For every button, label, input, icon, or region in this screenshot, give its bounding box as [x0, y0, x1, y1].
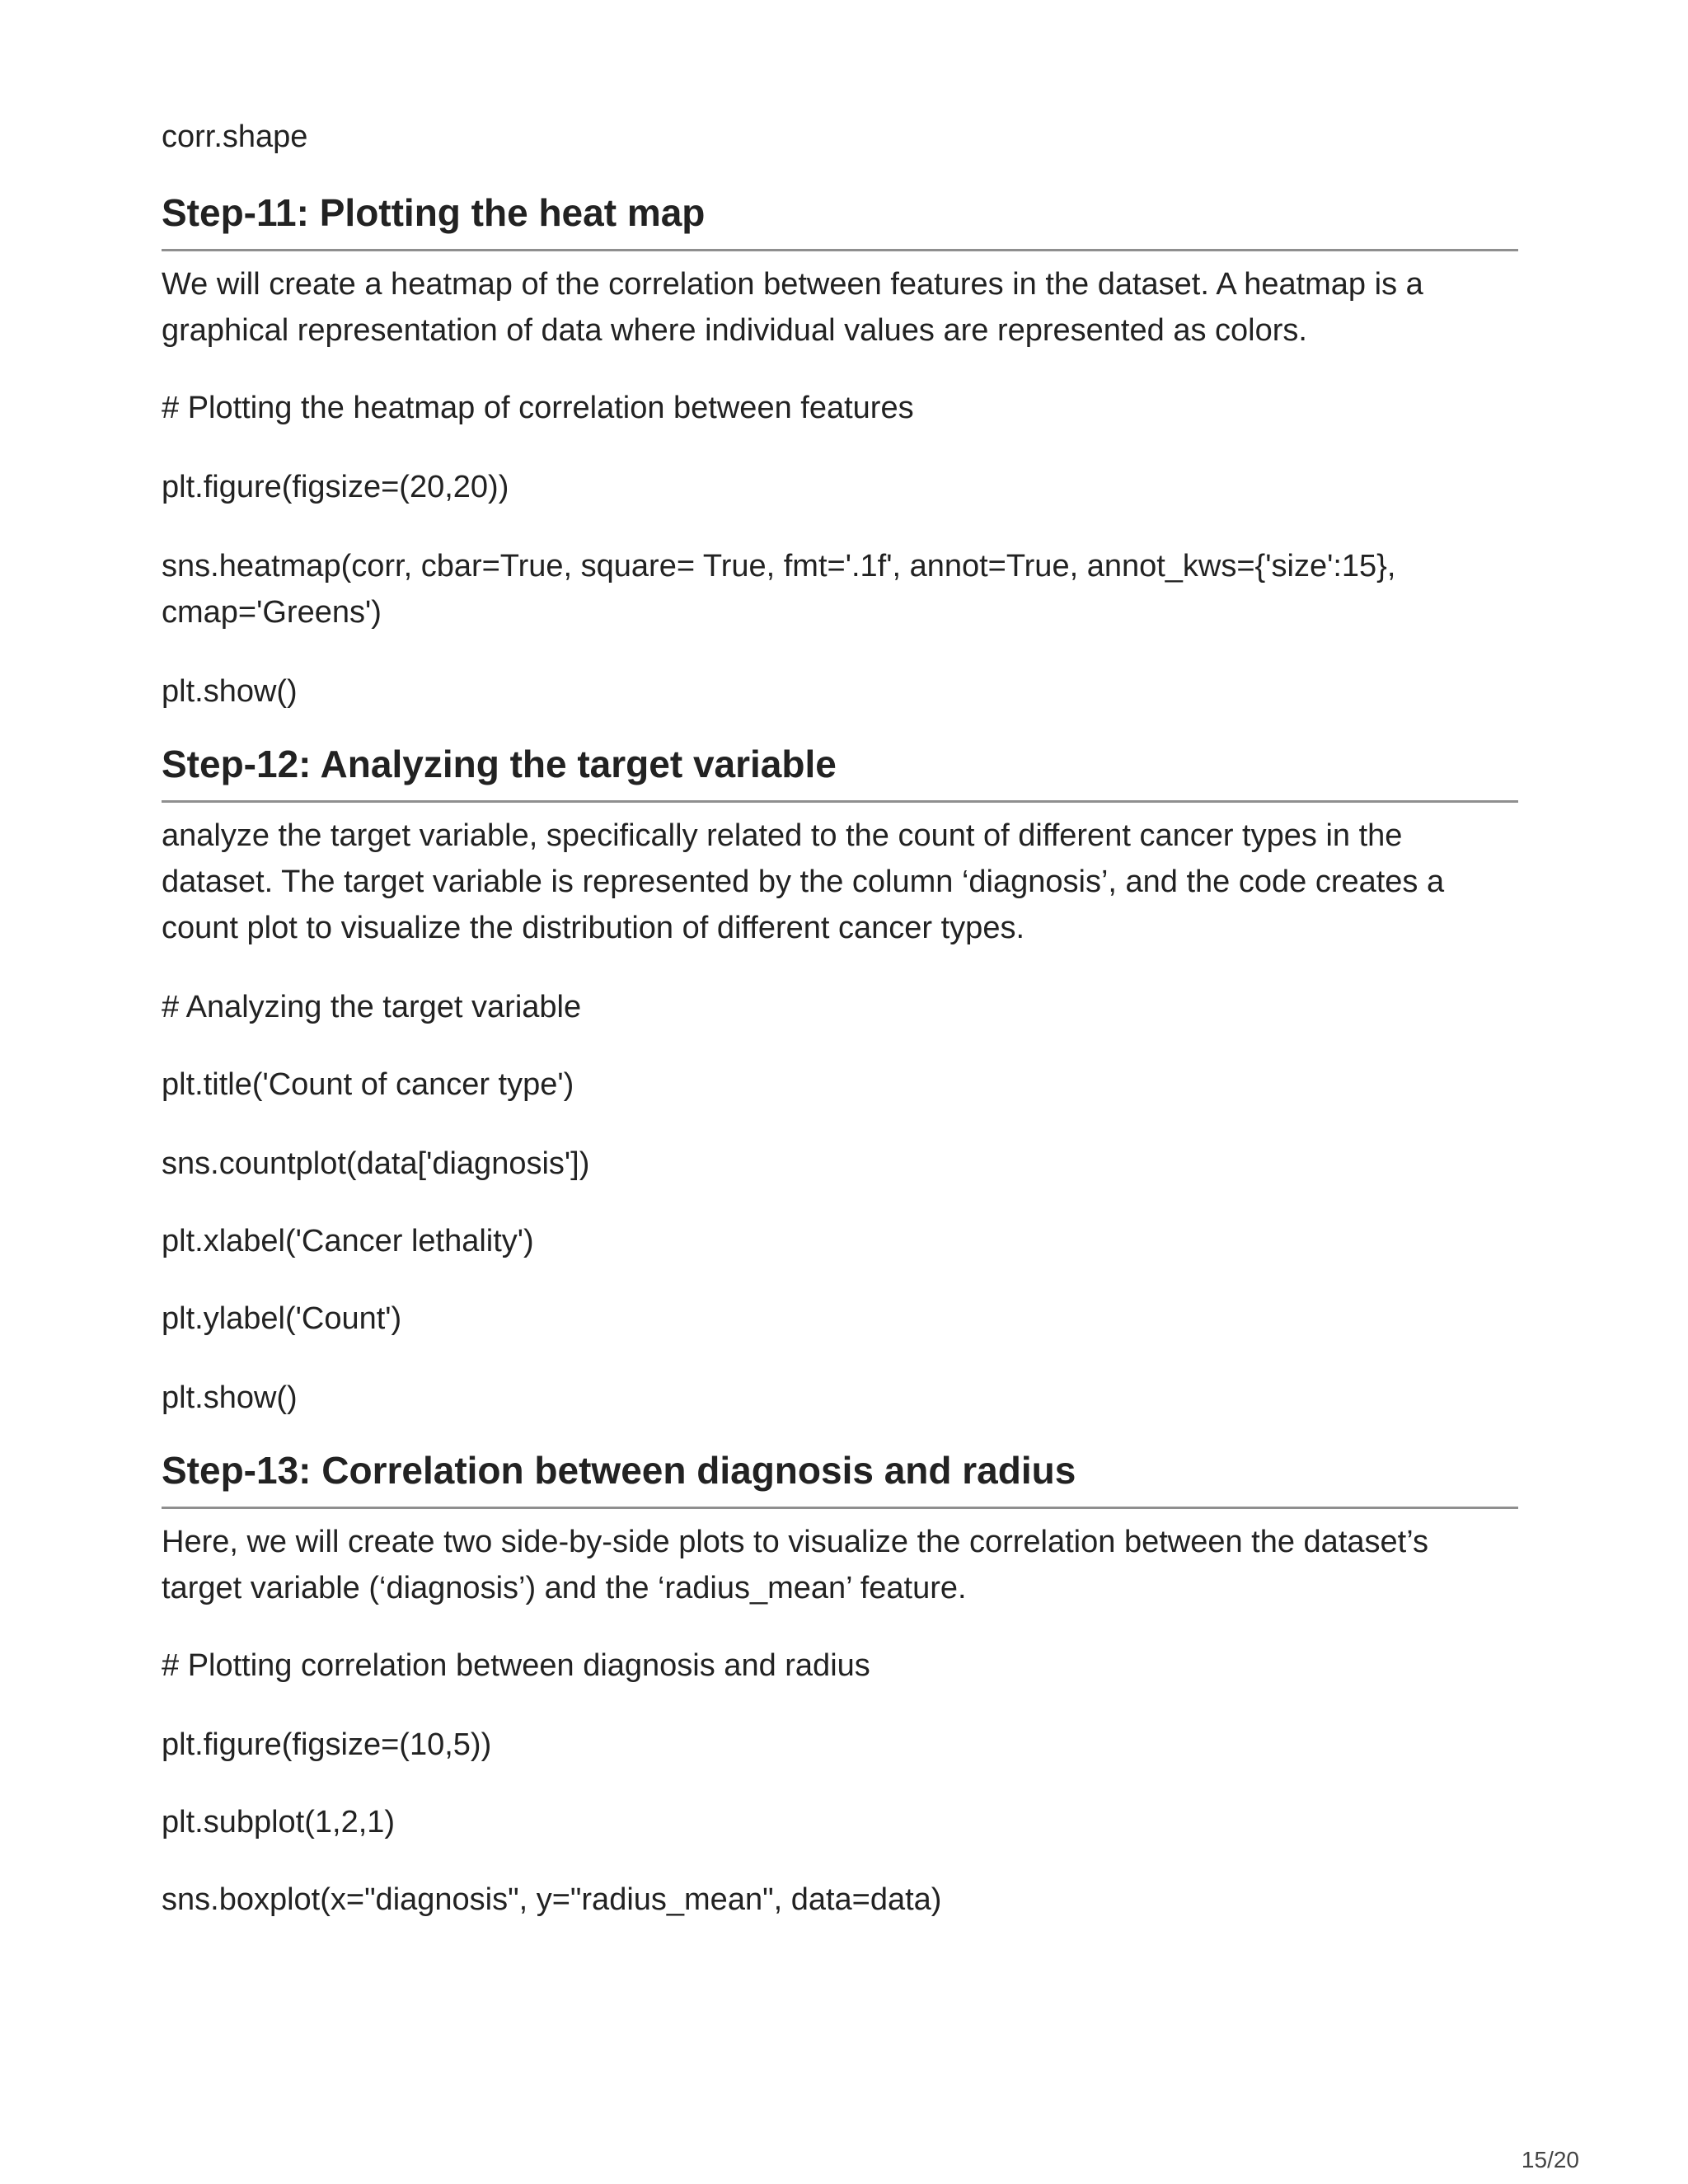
code-comment-radius: # Plotting correlation between diagnosis and radius: [162, 1648, 870, 1683]
code-line-heatmap-call: sns.heatmap(corr, cbar=True, square= True, fmt='.1f', annot=True, annot_kws={'size':15},: [162, 549, 1396, 583]
code-line-heatmap-show: plt.show(): [162, 674, 298, 709]
step-11-heading: Step-11: Plotting the heat map: [162, 190, 1518, 251]
code-comment-target: # Analyzing the target variable: [162, 990, 582, 1024]
paragraph-line: dataset. The target variable is represented by the column ‘diagnosis’, and the code creates a: [162, 865, 1445, 899]
paragraph-line: analyze the target variable, specifically related to the count of different cancer types in the: [162, 818, 1403, 853]
paragraph-line: target variable (‘diagnosis’) and the ‘radius_mean’ feature.: [162, 1571, 967, 1605]
code-line-radius-boxplot: sns.boxplot(x="diagnosis", y="radius_mean", data=data): [162, 1882, 942, 1917]
step-13-heading: Step-13: Correlation between diagnosis and radius: [162, 1447, 1518, 1509]
code-line-radius-figure: plt.figure(figsize=(10,5)): [162, 1727, 492, 1762]
step-13-paragraph: [162, 1519, 1518, 1611]
code-line-heatmap-figure: plt.figure(figsize=(20,20)): [162, 470, 509, 504]
paragraph-line: graphical representation of data where individual values are represented as colors.: [162, 313, 1307, 348]
step-12-paragraph: [162, 813, 1518, 951]
page-number: 15/20: [1521, 2147, 1579, 2172]
paragraph-line: Here, we will create two side-by-side plots to visualize the correlation between the dataset’s: [162, 1525, 1428, 1559]
code-line-target-ylabel: plt.ylabel('Count'): [162, 1301, 402, 1336]
code-line-heatmap-cmap: cmap='Greens'): [162, 595, 382, 630]
paragraph-line: count plot to visualize the distribution of different cancer types.: [162, 911, 1025, 945]
code-line-target-show: plt.show(): [162, 1380, 298, 1415]
code-comment-heatmap: # Plotting the heatmap of correlation between features: [162, 391, 914, 425]
step-11-paragraph: [162, 261, 1518, 354]
code-line-target-xlabel: plt.xlabel('Cancer lethality'): [162, 1224, 534, 1258]
document-body: [162, 114, 1518, 1923]
code-block-heatmap-call: [162, 543, 1518, 635]
paragraph-line: We will create a heatmap of the correlation between features in the dataset. A heatmap is a: [162, 267, 1423, 302]
code-line-corr-shape: corr.shape: [162, 120, 308, 154]
step-12-heading: Step-12: Analyzing the target variable: [162, 741, 1518, 803]
code-line-radius-subplot: plt.subplot(1,2,1): [162, 1805, 396, 1840]
code-line-target-title: plt.title('Count of cancer type'): [162, 1067, 574, 1102]
code-line-target-countplot: sns.countplot(data['diagnosis']): [162, 1146, 590, 1181]
